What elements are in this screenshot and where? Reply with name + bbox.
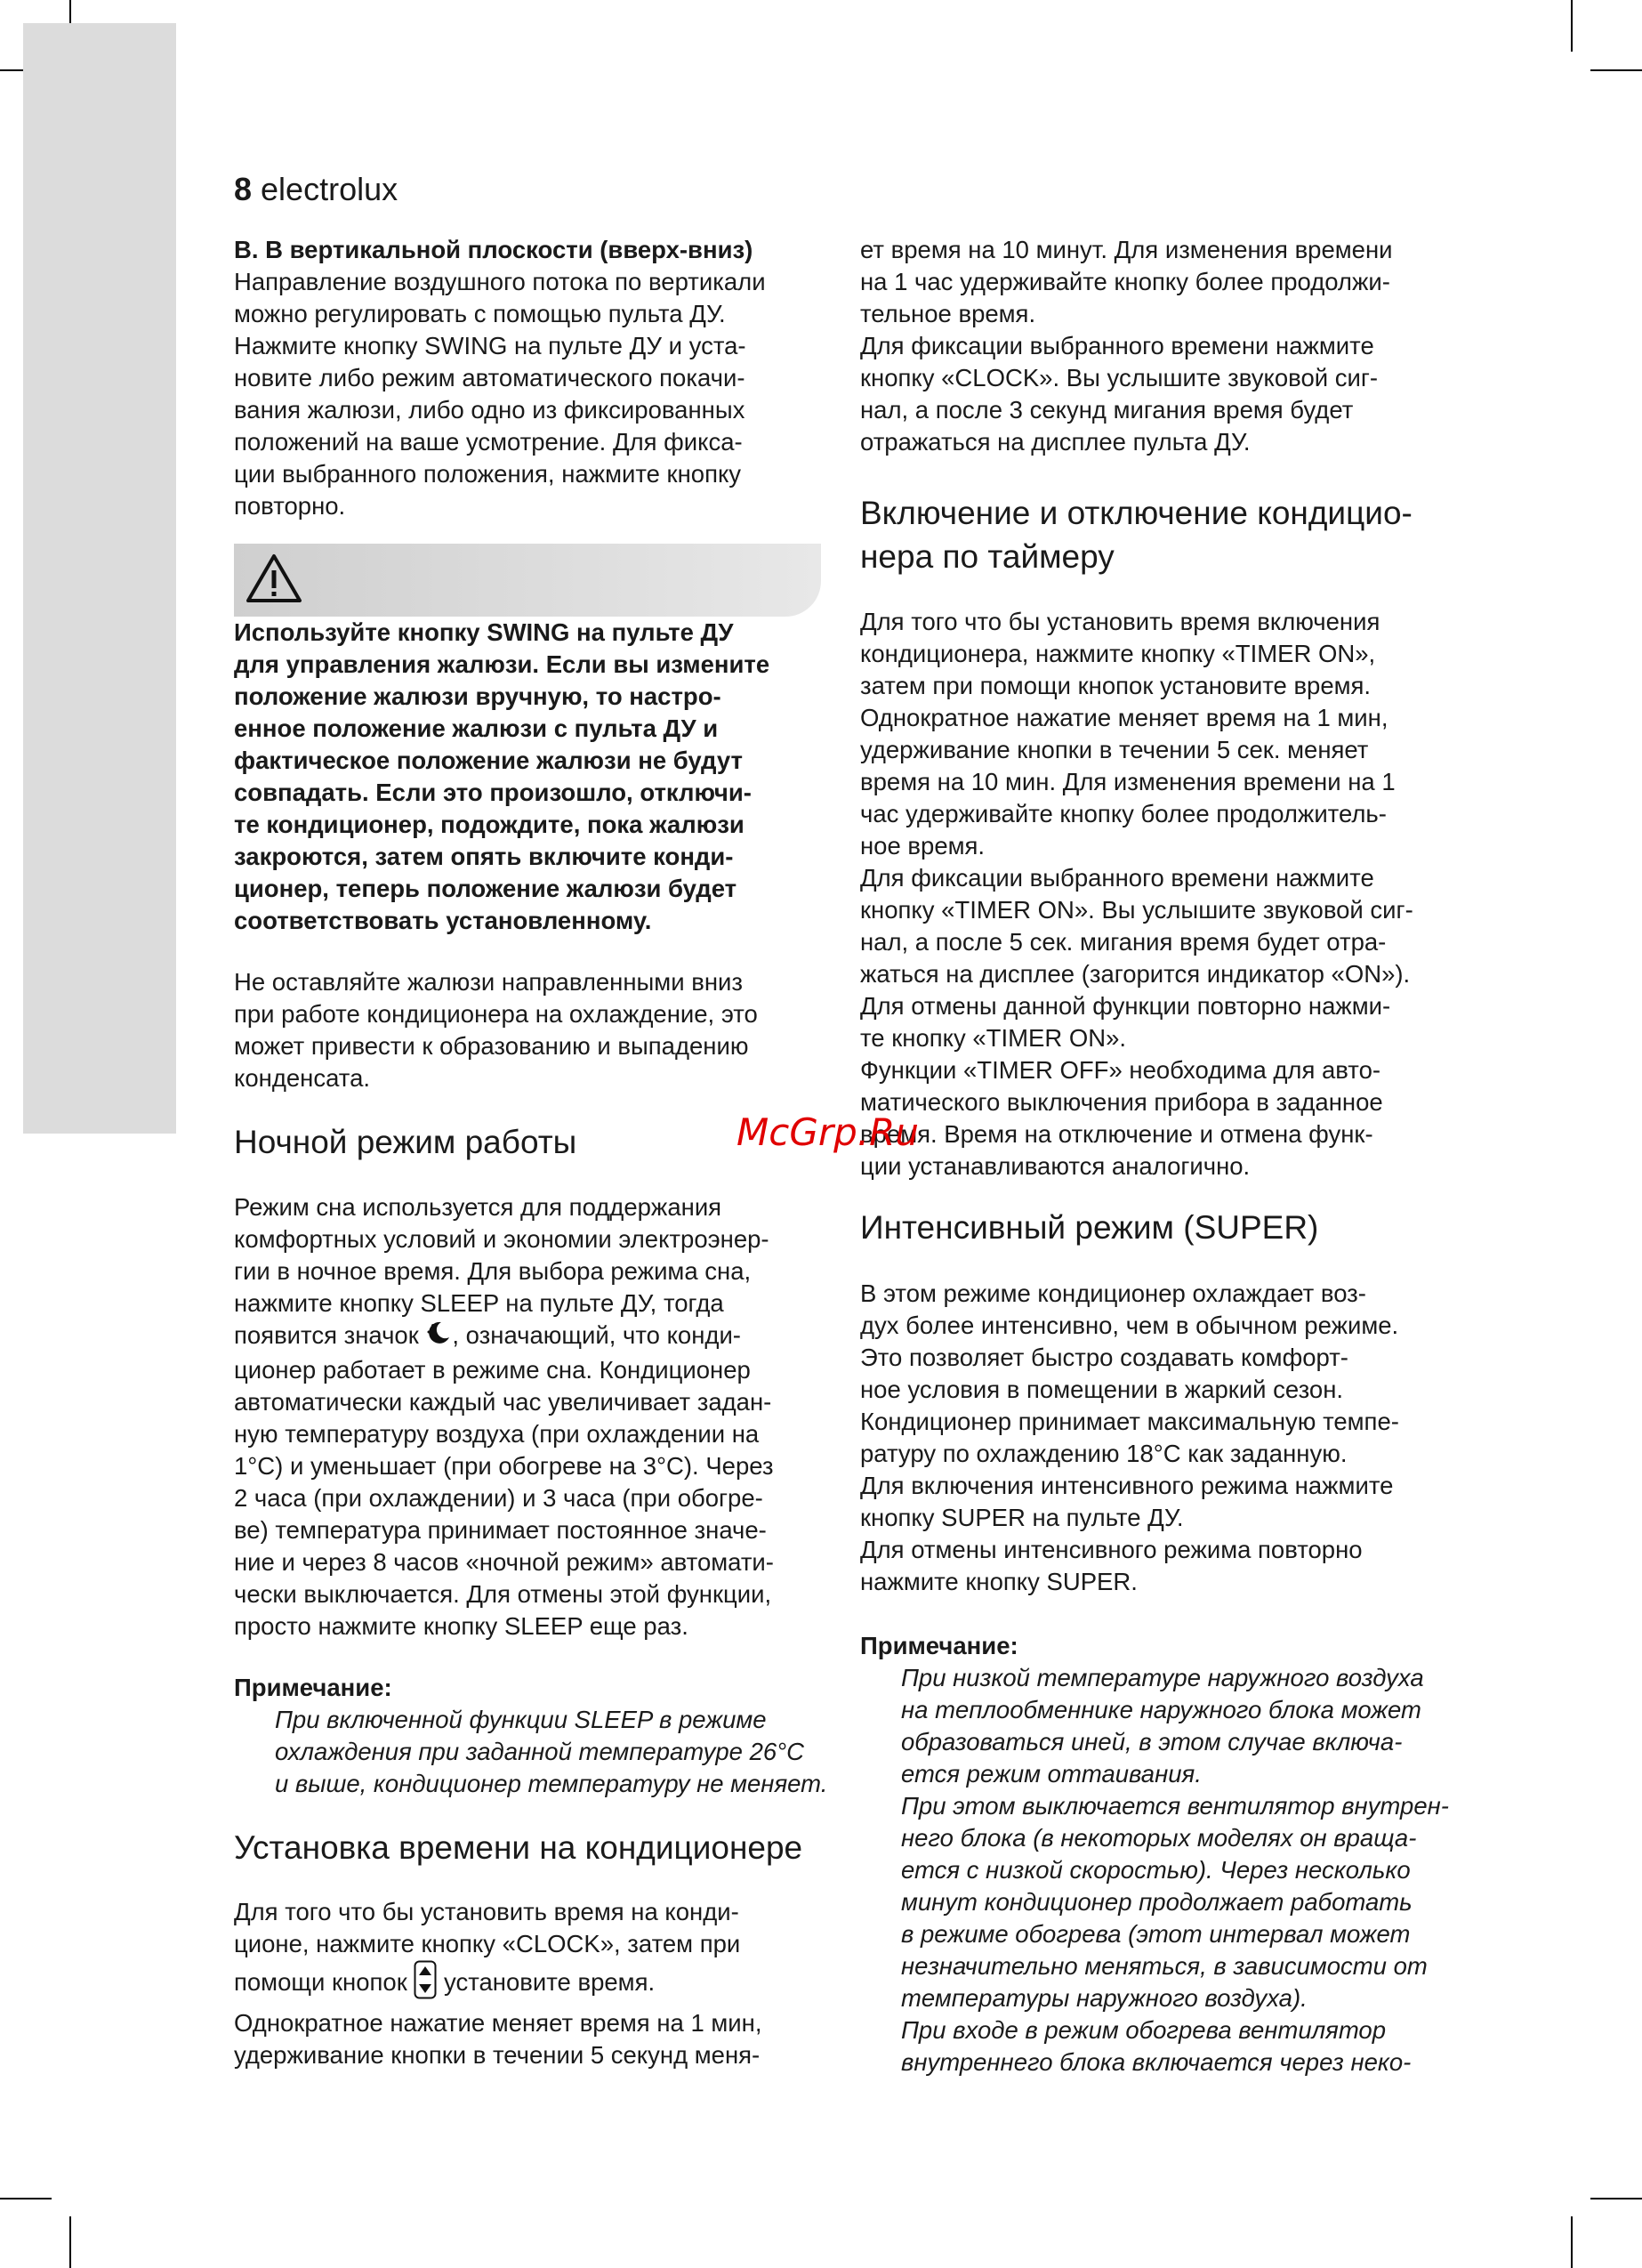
text-line: дух более интенсивно, чем в обычном режиме. [860, 1312, 1399, 1339]
text-line: на 1 час удерживайте кнопку более продолжи- [860, 268, 1390, 295]
text-line: комфортных условий и экономии электроэнер- [234, 1225, 769, 1253]
night-mode-title: Ночной режим работы [234, 1124, 577, 1160]
text-line: кнопку «TIMER ON». Вы услышите звуковой сиг- [860, 896, 1413, 924]
super-body [860, 1278, 1465, 1598]
side-tab [23, 23, 176, 1134]
super-note [860, 1630, 1465, 2078]
text-line: При низкой температуре наружного воздуха [901, 1664, 1424, 1691]
timer-section [860, 491, 1465, 578]
text-line: конденсата. [234, 1064, 371, 1092]
text-line: незначительно меняться, в зависимости от [901, 1952, 1428, 1980]
text-line: гии в ночное время. Для выбора режима сна, [234, 1257, 752, 1285]
text-line: В этом режиме кондиционер охлаждает воз- [860, 1279, 1366, 1307]
text-line: Для отмены данной функции повторно нажми- [860, 992, 1391, 1020]
text-line: ратуру по охлаждению 18°С как заданную. [860, 1440, 1348, 1467]
text-line: Для включения интенсивного режима нажмите [860, 1472, 1394, 1499]
text-line: ется с низкой скоростью). Через несколько [901, 1856, 1411, 1884]
clock-title: Установка времени на кондиционере [234, 1829, 803, 1866]
text-line: для управления жалюзи. Если вы измените [234, 650, 770, 678]
crop-mark [69, 2216, 71, 2268]
text-line: ции устанавливаются аналогично. [860, 1152, 1251, 1180]
watermark: McGrp.Ru [736, 1110, 919, 1154]
text-line: новите либо режим автоматического покачи- [234, 364, 745, 391]
super-title: Интенсивный режим (SUPER) [860, 1209, 1319, 1246]
text-line: на теплообменнике наружного блока может [901, 1696, 1421, 1723]
text-line: ную температуру воздуха (при охлаждении на [234, 1420, 760, 1449]
text-line: ное условия в помещении в жаркий сезон. [860, 1376, 1344, 1403]
text-line: Используйте кнопку SWING на пульте ДУ [234, 618, 734, 646]
text-line: Для того что бы установить время на конди- [234, 1898, 739, 1925]
text-line: закроются, затем опять включите конди- [234, 843, 734, 870]
night-mode-note [234, 1672, 839, 1800]
crop-mark [1590, 2198, 1642, 2199]
text-line: положение жалюзи вручную, то настро- [234, 682, 721, 710]
text-line: ется режим оттаивания. [901, 1760, 1202, 1788]
text-line: фактическое положение жалюзи не будут [234, 747, 743, 774]
text-fragment: установите время. [437, 1967, 656, 1996]
warning-text [234, 617, 839, 937]
text-line: ние и через 8 часов «ночной режим» автомати- [234, 1548, 774, 1577]
text-fragment: , означающий, что конди- [452, 1321, 741, 1349]
clock-body [234, 1896, 839, 2071]
text-line: Функции «TIMER OFF» необходима для авто- [860, 1056, 1381, 1084]
text-line [234, 1320, 839, 1354]
note-title: Примечание: [860, 1632, 1018, 1659]
text-line: затем при помощи кнопок установите время. [860, 672, 1372, 699]
text-line: минут кондиционер продолжает работать [901, 1888, 1413, 1916]
section-b-title: B. В вертикальной плоскости (вверх-вниз) [234, 236, 753, 263]
text-line: При включенной функции SLEEP в режиме [275, 1706, 767, 1733]
text-line: Для отмены интенсивного режима повторно [860, 1536, 1363, 1563]
text-line: енное положение жалюзи с пульта ДУ и [234, 714, 719, 742]
text-line: охлаждения при заданной температуре 26°С [275, 1738, 805, 1765]
crop-mark [1571, 0, 1573, 52]
text-line: час удерживайте кнопку более продолжитель- [860, 800, 1387, 827]
text-line: время на 10 мин. Для изменения времени на 1 [860, 768, 1396, 795]
text-line: кондиционера, нажмите кнопку «TIMER ON», [860, 640, 1376, 667]
clock-section [234, 1826, 839, 1869]
text-line: При входе в режим обогрева вентилятор [901, 2016, 1387, 2044]
text-line: Это позволяет быстро создавать комфорт- [860, 1344, 1348, 1371]
night-mode-body [234, 1191, 839, 1642]
text-line [234, 1960, 839, 2007]
text-line: жаться на дисплее (загорится индикатор «ON»). [860, 960, 1411, 988]
crop-mark [0, 2198, 52, 2199]
brand-name: electrolux [261, 171, 398, 207]
text-line: Кондиционер принимает максимальную темпе- [860, 1408, 1399, 1435]
condensate-paragraph [234, 966, 839, 1094]
text-line: ве) температура принимает постоянное значе- [234, 1516, 767, 1545]
text-line: ции выбранного положения, нажмите кнопку [234, 460, 742, 488]
text-line: повторно. [234, 492, 346, 520]
text-line: ное время. [860, 832, 986, 860]
text-line: нажмите кнопку SLEEP на пульте ДУ, тогда [234, 1289, 724, 1317]
warning-bar [234, 544, 821, 617]
text-fragment: появится значок [234, 1321, 426, 1349]
text-line: ционер, теперь положение жалюзи будет [234, 875, 737, 902]
text-line: Не оставляйте жалюзи направленными вниз [234, 968, 743, 996]
text-line: При этом выключается вентилятор внутрен- [901, 1792, 1449, 1820]
super-section [860, 1206, 1465, 1249]
text-line: 1°С) и уменьшает (при обогреве на 3°С). Через [234, 1452, 774, 1481]
text-line: автоматически каждый час увеличивает задан- [234, 1388, 772, 1416]
text-line: образоваться иней, в этом случае включа- [901, 1728, 1403, 1755]
text-line: можно регулировать с помощью пульта ДУ. [234, 300, 726, 327]
text-line: ет время на 10 минут. Для изменения времени [860, 236, 1393, 263]
page-header [234, 171, 398, 208]
text-line: нал, а после 3 секунд мигания время будет [860, 396, 1354, 424]
text-line: температуры наружного воздуха). [901, 1984, 1308, 2012]
text-line: Для того что бы установить время включения [860, 608, 1380, 635]
crop-mark [1571, 2216, 1573, 2268]
text-line: Для фиксации выбранного времени нажмите [860, 332, 1374, 359]
text-line: него блока (в некоторых моделях он враща- [901, 1824, 1417, 1852]
text-line: Режим сна используется для поддержания [234, 1193, 722, 1221]
text-line: Однократное нажатие меняет время на 1 мин, [860, 704, 1388, 731]
text-line: кнопку «CLOCK». Вы услышите звуковой сиг- [860, 364, 1379, 391]
text-line: 2 часа (при охлаждении) и 3 часа (при обогре- [234, 1484, 763, 1513]
text-line: нажмите кнопку SUPER. [860, 1568, 1138, 1595]
text-line: и выше, кондиционер температуру не меняет. [275, 1770, 828, 1797]
text-line: Для фиксации выбранного времени нажмите [860, 864, 1374, 892]
text-line: удерживание кнопки в течении 5 сек. меняет [860, 736, 1369, 763]
text-line: совпадать. Если это произошло, отключи- [234, 779, 752, 806]
text-line: Направление воздушного потока по вертикали [234, 268, 766, 295]
text-line: время. Время на отключение и отмена функ- [860, 1120, 1373, 1148]
up-down-buttons-icon [414, 1960, 437, 2007]
text-line: кнопку SUPER на пульте ДУ. [860, 1504, 1184, 1531]
text-line: те кондиционер, подождите, пока жалюзи [234, 811, 745, 838]
text-line: внутреннего блока включается через неко- [901, 2048, 1412, 2076]
text-line: удерживание кнопки в течении 5 секунд меня- [234, 2041, 761, 2069]
text-line: при работе кондиционера на охлаждение, это [234, 1000, 758, 1028]
text-line: в режиме обогрева (этот интервал может [901, 1920, 1411, 1948]
text-line: вания жалюзи, либо одно из фиксированных [234, 396, 745, 424]
clock-continued [860, 234, 1465, 458]
text-line: ционе, нажмите кнопку «CLOCK», затем при [234, 1930, 741, 1957]
timer-body [860, 606, 1465, 1182]
text-line: чески выключается. Для отмены этой функции, [234, 1580, 772, 1609]
text-line: нал, а после 5 сек. мигания время будет отра- [860, 928, 1387, 956]
text-line: Однократное нажатие меняет время на 1 мин, [234, 2009, 762, 2037]
text-line: положений на ваше усмотрение. Для фикса- [234, 428, 743, 456]
text-line: может привести к образованию и выпадению [234, 1032, 749, 1060]
note-title: Примечание: [234, 1674, 392, 1701]
text-fragment: помощи кнопок [234, 1967, 415, 1996]
page-number: 8 [234, 171, 253, 207]
text-line: отражаться на дисплее пульта ДУ. [860, 428, 1251, 456]
timer-title-line: нера по таймеру [860, 538, 1115, 575]
text-line: ционер работает в режиме сна. Кондиционер [234, 1356, 751, 1384]
text-line: Нажмите кнопку SWING на пульте ДУ и уста- [234, 332, 746, 359]
timer-title-line: Включение и отключение кондицио- [860, 495, 1413, 531]
warning-triangle-icon [245, 553, 303, 609]
text-line: просто нажмите кнопку SLEEP еще раз. [234, 1612, 688, 1641]
text-line: те кнопку «TIMER ON». [860, 1024, 1127, 1052]
text-line: соответствовать установленному. [234, 907, 652, 934]
sleep-moon-icon [425, 1320, 452, 1354]
section-b [234, 234, 839, 522]
text-line: тельное время. [860, 300, 1036, 327]
crop-mark [1590, 69, 1642, 71]
text-line: матического выключения прибора в заданное [860, 1088, 1383, 1116]
